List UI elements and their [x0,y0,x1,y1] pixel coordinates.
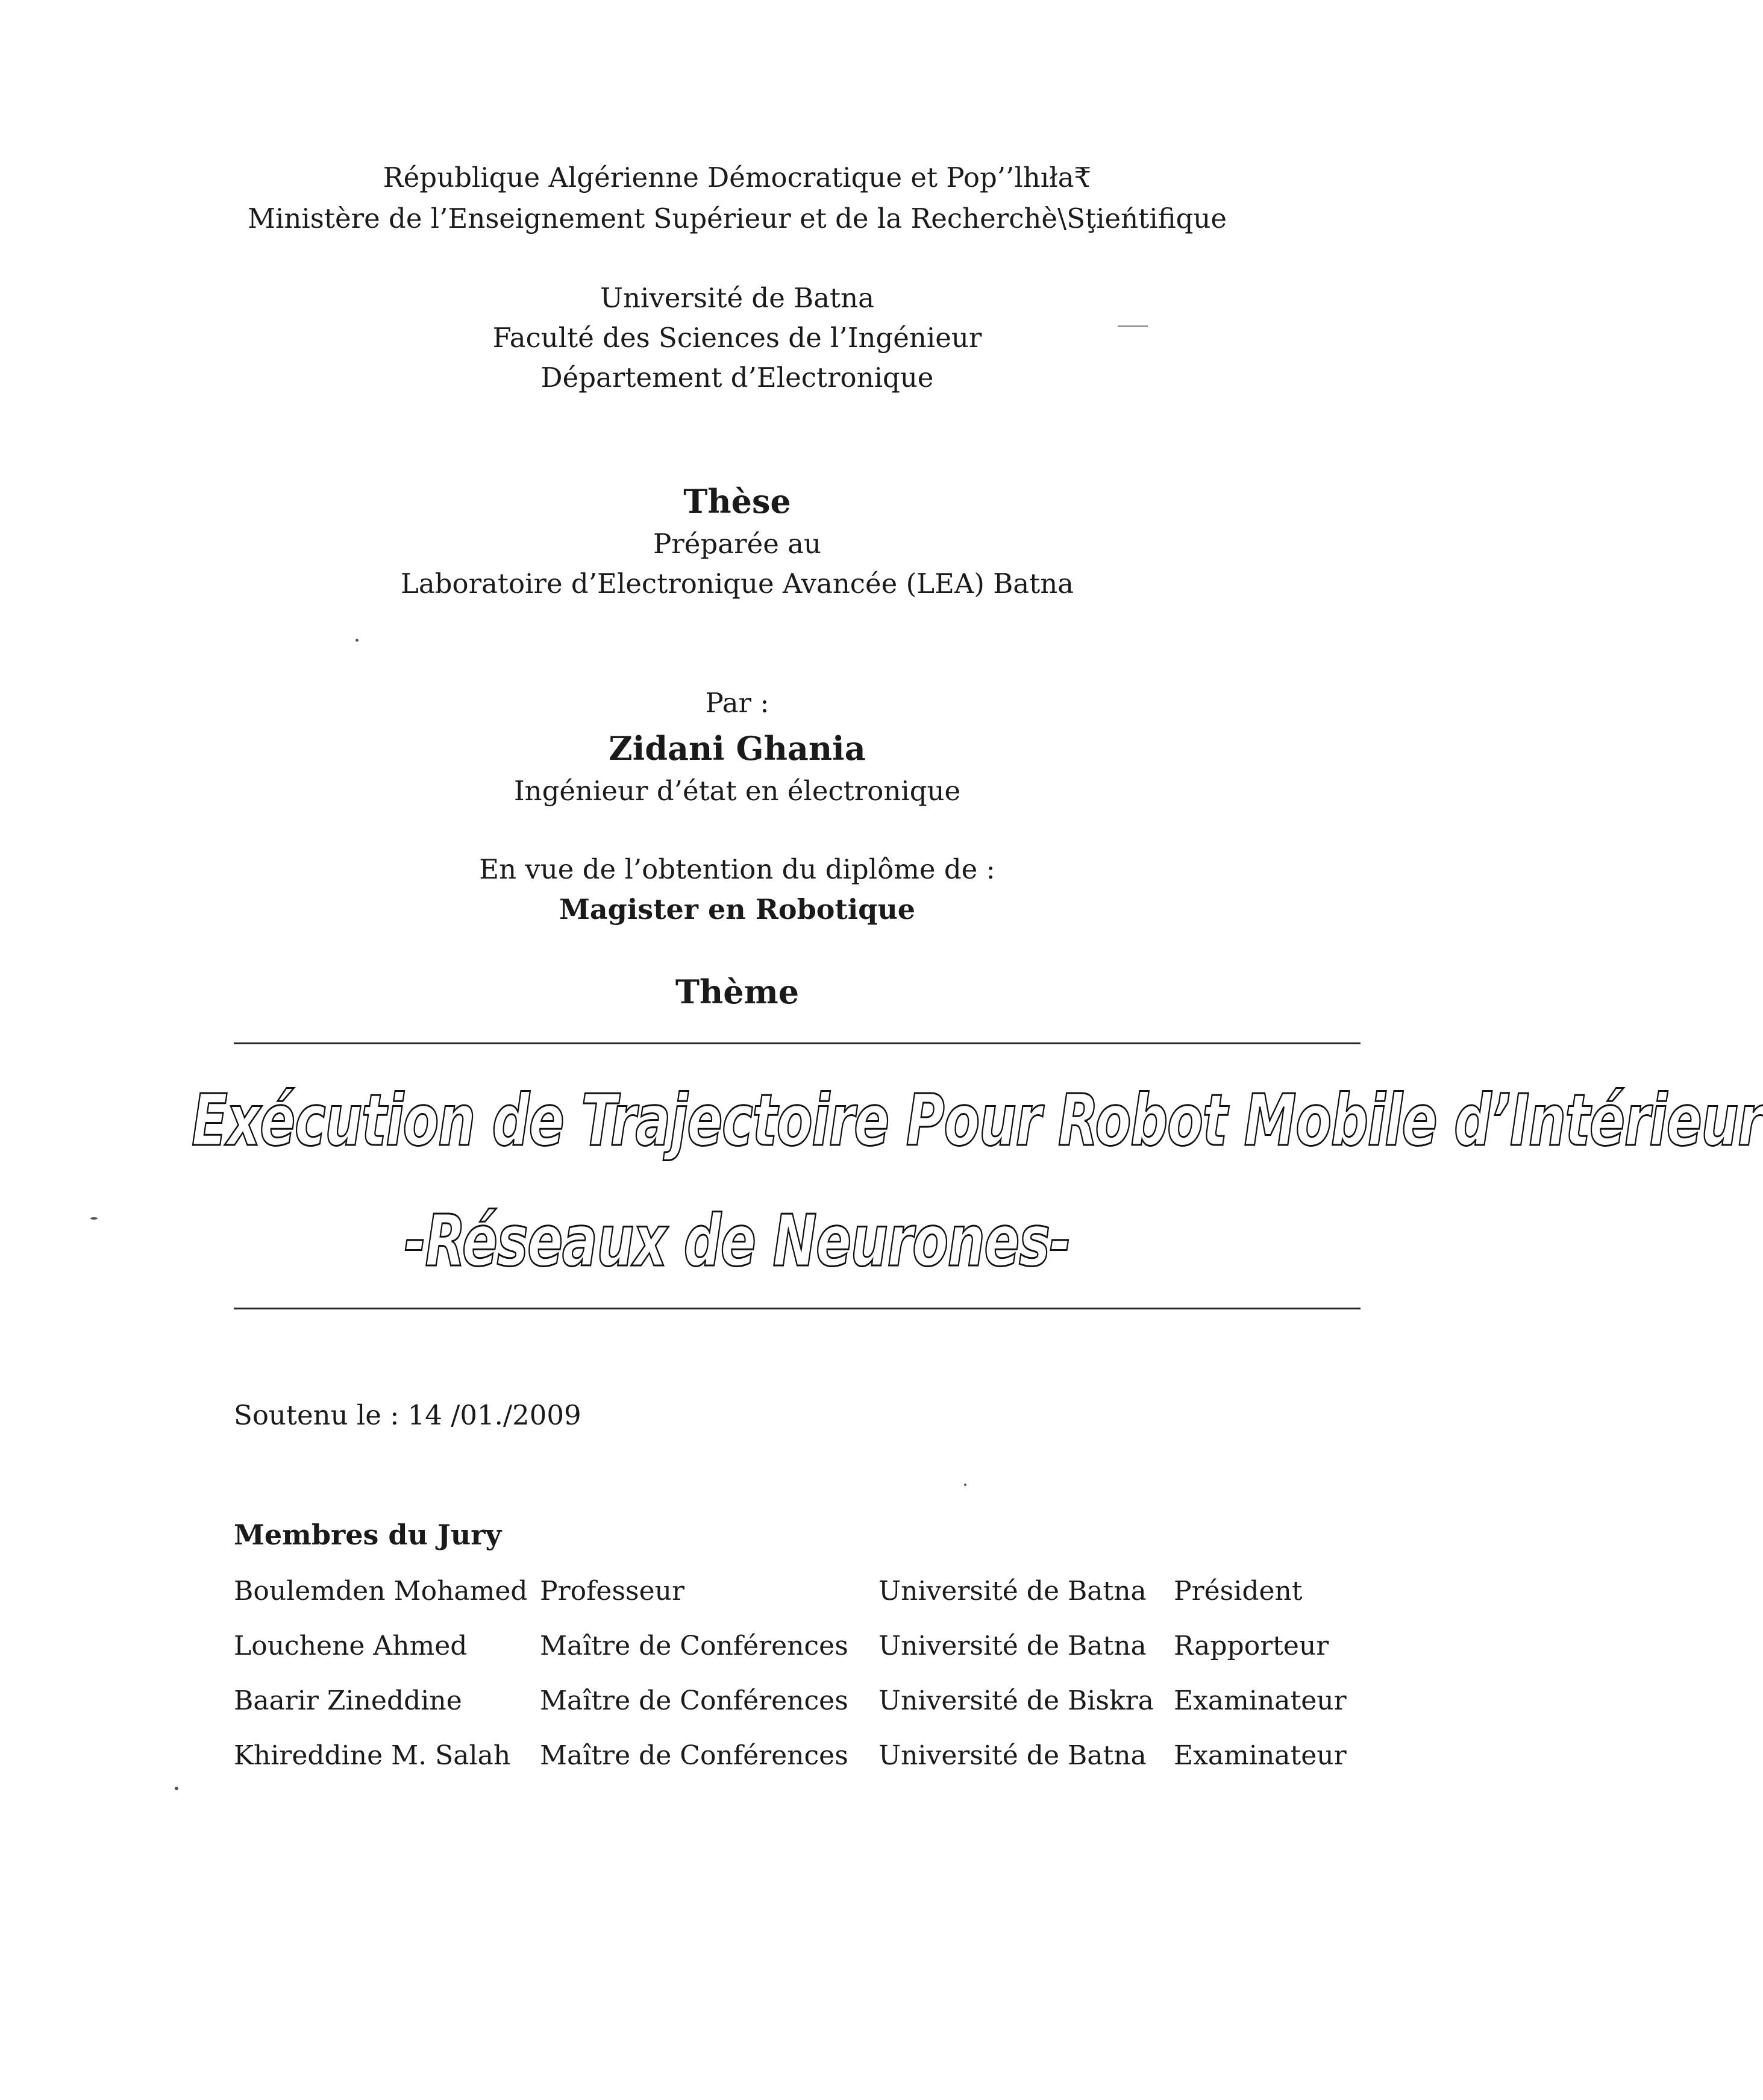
jury-row [234,1576,1379,1612]
scan-speck [175,1787,178,1790]
theme-title-line2: -Réseaux de Neurones- [404,1199,1071,1282]
jury-member-institution: Université de Batna [878,1740,1147,1771]
thesis-label: Thèse [683,482,791,521]
scan-speck [964,1484,966,1486]
jury-member-institution: Université de Batna [878,1576,1147,1606]
header-university: Université de Batna [600,282,874,314]
jury-row [234,1740,1379,1776]
jury-member-rank: Professeur [540,1576,685,1606]
header-department: Département d’Electronique [540,362,934,393]
header-republic: République Algérienne Démocratique et Pop’’lhıłа₹ [383,161,1092,193]
header-ministry: Ministère de l’Enseignement Supérieur et de la Recherchè\Sţieńtifique [247,202,1227,234]
theme-title-line1: Exécution de Trajectoire Pour Robot Mobile d’Intérieur [192,1079,1763,1162]
jury-member-institution: Université de Biskra [878,1685,1154,1716]
jury-member-name: Louchene Ahmed [234,1631,468,1661]
header-faculty: Faculté des Sciences de l’Ingénieur [492,322,982,354]
scan-speck [1118,325,1148,327]
jury-member-rank: Maître de Conférences [540,1740,848,1771]
jury-row [234,1631,1379,1667]
author-title: Ingénieur d’état en électronique [513,775,961,807]
theme-label: Thème [675,973,800,1011]
degree-name: Magister en Robotique [559,893,916,926]
jury-member-name: Baarir Zineddine [234,1685,462,1716]
thesis-lab: Laboratoire d’Electronique Avancée (LEA) Batna [400,568,1074,600]
scan-speck [90,1217,98,1220]
jury-row [234,1685,1379,1722]
scan-speck [355,639,359,642]
theme-top-rule [234,1042,1361,1044]
author-par: Par : [705,687,769,719]
jury-member-institution: Université de Batna [878,1631,1147,1661]
jury-member-rank: Maître de Conférences [540,1685,848,1716]
author-name: Zidani Ghania [609,729,866,768]
thesis-prepared: Préparée au [653,528,821,560]
jury-title: Membres du Jury [234,1519,502,1551]
degree-intro: En vue de l’obtention du diplôme de : [479,853,995,885]
jury-member-role: Rapporteur [1174,1631,1329,1661]
defense-date: Soutenu le : 14 /01./2009 [234,1399,581,1431]
jury-member-role: Président [1174,1576,1303,1606]
theme-bottom-rule [234,1308,1361,1309]
jury-member-role: Examinateur [1174,1685,1347,1716]
jury-member-role: Examinateur [1174,1740,1347,1771]
jury-member-rank: Maître de Conférences [540,1631,848,1661]
jury-member-name: Khireddine M. Salah [234,1740,511,1771]
jury-member-name: Boulemden Mohamed [234,1576,528,1606]
